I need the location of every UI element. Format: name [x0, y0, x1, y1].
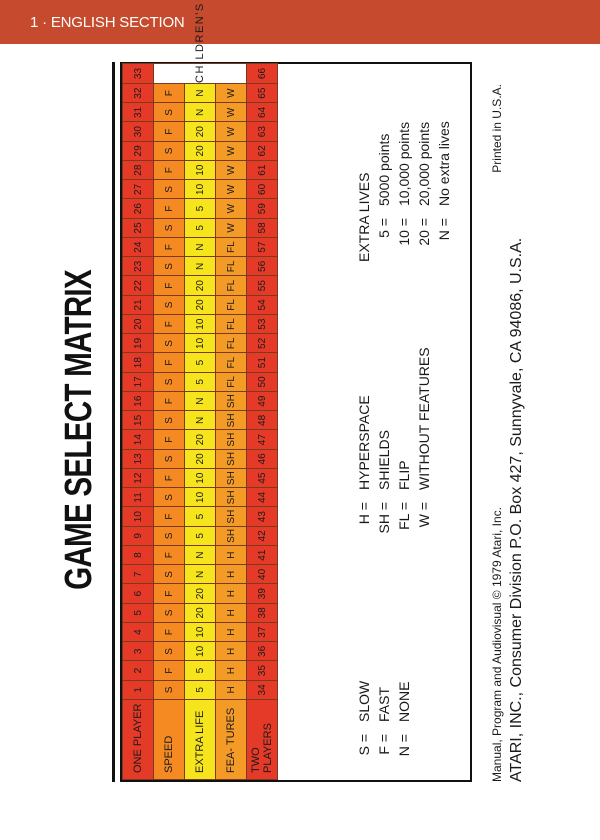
matrix-cell: 5 — [185, 507, 216, 526]
matrix-cell: 10 — [185, 623, 216, 642]
matrix-cell: H — [216, 661, 247, 680]
legend-key: H = — [356, 502, 372, 525]
matrix-cell: F — [154, 353, 185, 372]
matrix-cell: 64 — [247, 103, 278, 122]
matrix-frame — [120, 62, 472, 782]
matrix-cell: SH — [216, 449, 247, 468]
matrix-cell: 38 — [247, 603, 278, 622]
matrix-cell: F — [154, 469, 185, 488]
matrix-cell: 11 — [123, 488, 154, 507]
matrix-cell: 33 — [123, 64, 154, 84]
legend-extra-lives — [356, 121, 456, 262]
matrix-cell: 14 — [123, 430, 154, 449]
legend-key: 20 = — [416, 218, 432, 246]
matrix-cell: 48 — [247, 411, 278, 430]
matrix-cell: 59 — [247, 199, 278, 218]
matrix-cell: 62 — [247, 141, 278, 160]
matrix-cell: S — [154, 680, 185, 699]
one-player-row — [123, 64, 154, 780]
matrix-cell: FL — [216, 238, 247, 257]
matrix-cell: 5 — [185, 353, 216, 372]
matrix-cell: H — [216, 603, 247, 622]
legend-entry — [416, 121, 436, 262]
credits — [490, 62, 526, 782]
row-header: FEA- TURES — [216, 700, 247, 780]
matrix-cell: SH — [216, 430, 247, 449]
matrix-cell: 5 — [185, 526, 216, 545]
matrix-cell: 57 — [247, 238, 278, 257]
matrix-cell: S — [154, 372, 185, 391]
matrix-cell: 39 — [247, 584, 278, 603]
matrix-cell: H — [216, 565, 247, 584]
legend-key: N = — [436, 218, 452, 241]
legend-desc: 20,000 points — [416, 121, 432, 206]
legend-entry — [396, 347, 416, 536]
matrix-cell: H — [216, 623, 247, 642]
matrix-cell: F — [154, 623, 185, 642]
matrix-cell: W — [216, 199, 247, 218]
matrix-cell: F — [154, 84, 185, 103]
matrix-cell: S — [154, 642, 185, 661]
matrix-cell: SH — [216, 411, 247, 430]
matrix-cell: 9 — [123, 526, 154, 545]
legend-entry — [356, 681, 376, 768]
matrix-cell: 42 — [247, 526, 278, 545]
page-title: GAME SELECT MATRIX — [58, 270, 100, 590]
row-header: SPEED — [154, 700, 185, 780]
legend-desc: SHIELDS — [376, 430, 392, 490]
matrix-cell: 12 — [123, 469, 154, 488]
matrix-cell: 20 — [185, 141, 216, 160]
matrix-cell: 22 — [123, 276, 154, 295]
legend-desc: No extra lives — [436, 121, 452, 206]
matrix-cell: 10 — [185, 488, 216, 507]
matrix-cell: 17 — [123, 372, 154, 391]
matrix-cell: 56 — [247, 257, 278, 276]
matrix-cell: 55 — [247, 276, 278, 295]
matrix-cell: 3 — [123, 642, 154, 661]
matrix-cell: S — [154, 488, 185, 507]
legend-desc: NONE — [396, 681, 412, 722]
section-banner — [0, 0, 600, 44]
matrix-cell: N — [185, 84, 216, 103]
matrix-cell: 29 — [123, 141, 154, 160]
legend-entry — [416, 347, 436, 536]
legend-key: W = — [416, 502, 432, 528]
matrix-cell: 32 — [123, 84, 154, 103]
section-label: 1 · ENGLISH SECTION — [30, 14, 185, 31]
matrix-cell: F — [154, 507, 185, 526]
matrix-cell: 30 — [123, 122, 154, 141]
matrix-cell: F — [154, 546, 185, 565]
matrix-cell: S — [154, 180, 185, 199]
matrix-cell: 5 — [123, 603, 154, 622]
matrix-cell: 53 — [247, 315, 278, 334]
matrix-cell: F — [154, 238, 185, 257]
matrix-cell: SH — [216, 526, 247, 545]
matrix-cell: 20 — [185, 276, 216, 295]
matrix-cell: S — [154, 526, 185, 545]
matrix-cell: 5 — [185, 680, 216, 699]
matrix-cell: H — [216, 680, 247, 699]
extra-life-row — [185, 64, 216, 780]
matrix-cell: 1 — [123, 680, 154, 699]
matrix-cell: 63 — [247, 122, 278, 141]
matrix-cell: H — [216, 642, 247, 661]
matrix-cell: F — [154, 199, 185, 218]
matrix-cell: SH — [216, 469, 247, 488]
legend-key: FL = — [396, 502, 412, 530]
matrix-cell: N — [185, 411, 216, 430]
legend-speed — [356, 681, 416, 768]
childrens-cell — [154, 64, 247, 84]
matrix-cell: SH — [216, 488, 247, 507]
row-header: EXTRA LIFE — [185, 700, 216, 780]
matrix-cell: N — [185, 257, 216, 276]
legend-desc: 5000 points — [376, 133, 392, 206]
matrix-cell: 10 — [185, 315, 216, 334]
legend-entry — [376, 347, 396, 536]
legend-entry — [436, 121, 456, 262]
matrix-cell: FL — [216, 276, 247, 295]
matrix-cell: S — [154, 141, 185, 160]
legend-key: F = — [376, 734, 392, 755]
matrix-cell: N — [185, 546, 216, 565]
matrix-cell: 10 — [185, 642, 216, 661]
printed-in: Printed in U.S.A. — [490, 84, 504, 173]
row-header: ONE PLAYER — [123, 700, 154, 780]
legend-key: N = — [396, 734, 412, 757]
matrix-cell: 20 — [185, 449, 216, 468]
legend-entry — [376, 121, 396, 262]
matrix-cell: S — [154, 218, 185, 237]
title-rule — [112, 62, 115, 782]
matrix-cell: S — [154, 603, 185, 622]
matrix-cell: 25 — [123, 218, 154, 237]
matrix-cell: S — [154, 449, 185, 468]
matrix-cell: F — [154, 661, 185, 680]
matrix-cell: N — [185, 565, 216, 584]
matrix-cell: F — [154, 315, 185, 334]
legend-entry — [396, 681, 416, 768]
matrix-cell: 36 — [247, 642, 278, 661]
matrix-cell: 66 — [247, 64, 278, 84]
matrix-cell: 45 — [247, 469, 278, 488]
matrix-cell: 44 — [247, 488, 278, 507]
matrix-cell: W — [216, 180, 247, 199]
matrix-cell: 5 — [185, 661, 216, 680]
matrix-cell: 50 — [247, 372, 278, 391]
matrix-cell: 65 — [247, 84, 278, 103]
legend-desc: SLOW — [356, 680, 372, 722]
matrix-cell: SH — [216, 392, 247, 411]
matrix-cell: 10 — [185, 161, 216, 180]
legend-features — [356, 347, 436, 536]
rotated-page-content — [50, 50, 550, 810]
matrix-cell: 20 — [185, 295, 216, 314]
matrix-cell: 18 — [123, 353, 154, 372]
matrix-cell: N — [185, 392, 216, 411]
matrix-cell: 34 — [247, 680, 278, 699]
matrix-cell: 20 — [185, 122, 216, 141]
matrix-cell: 13 — [123, 449, 154, 468]
matrix-cell: 46 — [247, 449, 278, 468]
address-line: ATARI, INC., Consumer Division P.O. Box 427, Sunnyvale, CA 94086, U.S.A. — [508, 237, 525, 782]
matrix-cell: 27 — [123, 180, 154, 199]
matrix-cell: H — [216, 546, 247, 565]
matrix-cell: F — [154, 584, 185, 603]
matrix-cell: N — [185, 103, 216, 122]
matrix-cell: FL — [216, 334, 247, 353]
matrix-cell: F — [154, 430, 185, 449]
matrix-cell: FL — [216, 315, 247, 334]
matrix-cell: 60 — [247, 180, 278, 199]
matrix-cell: 47 — [247, 430, 278, 449]
matrix-cell: F — [154, 276, 185, 295]
matrix-cell: 49 — [247, 392, 278, 411]
matrix-cell: W — [216, 122, 247, 141]
matrix-cell: 23 — [123, 257, 154, 276]
matrix-cell: 16 — [123, 392, 154, 411]
matrix-cell: 37 — [247, 623, 278, 642]
matrix-cell: S — [154, 103, 185, 122]
matrix-cell: FL — [216, 353, 247, 372]
game-select-matrix — [122, 63, 278, 780]
matrix-cell: 10 — [185, 334, 216, 353]
matrix-cell: S — [154, 334, 185, 353]
matrix-cell: 8 — [123, 546, 154, 565]
matrix-cell: 31 — [123, 103, 154, 122]
matrix-cell: FL — [216, 257, 247, 276]
legend-desc: HYPERSPACE — [356, 395, 372, 490]
matrix-cell: FL — [216, 372, 247, 391]
matrix-cell: S — [154, 257, 185, 276]
legend-entry — [356, 347, 376, 536]
legend — [344, 72, 464, 772]
matrix-cell: 15 — [123, 411, 154, 430]
legend-key: S = — [356, 734, 372, 756]
matrix-cell: 51 — [247, 353, 278, 372]
legend-entry — [396, 121, 416, 262]
matrix-cell: 40 — [247, 565, 278, 584]
legend-desc: FLIP — [396, 460, 412, 490]
matrix-cell: F — [154, 122, 185, 141]
speed-row — [154, 64, 185, 780]
matrix-cell: 6 — [123, 584, 154, 603]
matrix-cell: W — [216, 218, 247, 237]
matrix-cell: 20 — [185, 603, 216, 622]
matrix-cell: 10 — [185, 180, 216, 199]
matrix-cell: 20 — [185, 430, 216, 449]
legend-entry — [376, 681, 396, 768]
matrix-cell: 7 — [123, 565, 154, 584]
matrix-cell: W — [216, 141, 247, 160]
matrix-cell: W — [216, 84, 247, 103]
legend-key: 10 = — [396, 218, 412, 246]
matrix-cell: 10 — [123, 507, 154, 526]
matrix-cell: 19 — [123, 334, 154, 353]
matrix-cell: 54 — [247, 295, 278, 314]
matrix-cell: 4 — [123, 623, 154, 642]
matrix-cell: F — [154, 161, 185, 180]
matrix-cell: S — [154, 411, 185, 430]
matrix-cell: 43 — [247, 507, 278, 526]
legend-desc: FAST — [376, 686, 392, 722]
matrix-cell: 20 — [123, 315, 154, 334]
matrix-cell: 5 — [185, 218, 216, 237]
matrix-cell: 61 — [247, 161, 278, 180]
two-players-row — [247, 64, 278, 780]
matrix-cell: 35 — [247, 661, 278, 680]
matrix-cell: S — [154, 295, 185, 314]
features-row — [216, 64, 247, 780]
matrix-cell: 21 — [123, 295, 154, 314]
legend-desc: 10,000 points — [396, 121, 412, 206]
matrix-cell: N — [185, 238, 216, 257]
legend-key: SH = — [376, 502, 392, 534]
matrix-cell: H — [216, 584, 247, 603]
legend-key: 5 = — [376, 218, 392, 238]
legend-desc: WITHOUT FEATURES — [416, 347, 432, 490]
matrix-cell: FL — [216, 295, 247, 314]
matrix-cell: S — [154, 565, 185, 584]
matrix-cell: 28 — [123, 161, 154, 180]
matrix-cell: 58 — [247, 218, 278, 237]
matrix-cell: 52 — [247, 334, 278, 353]
matrix-cell: 5 — [185, 372, 216, 391]
matrix-cell: 26 — [123, 199, 154, 218]
matrix-cell: F — [154, 392, 185, 411]
matrix-cell: 2 — [123, 661, 154, 680]
row-header: TWO PLAYERS — [247, 700, 278, 780]
extra-lives-title: EXTRA LIVES — [356, 172, 372, 262]
matrix-cell: 41 — [247, 546, 278, 565]
matrix-cell: SH — [216, 507, 247, 526]
childrens-label — [194, 64, 206, 83]
copyright-line: Manual, Program and Audiovisual © 1979 Atari, Inc. — [490, 507, 504, 782]
matrix-cell: 5 — [185, 199, 216, 218]
matrix-cell: 10 — [185, 469, 216, 488]
matrix-cell: W — [216, 161, 247, 180]
matrix-cell: 20 — [185, 584, 216, 603]
matrix-cell: W — [216, 103, 247, 122]
matrix-cell: 24 — [123, 238, 154, 257]
